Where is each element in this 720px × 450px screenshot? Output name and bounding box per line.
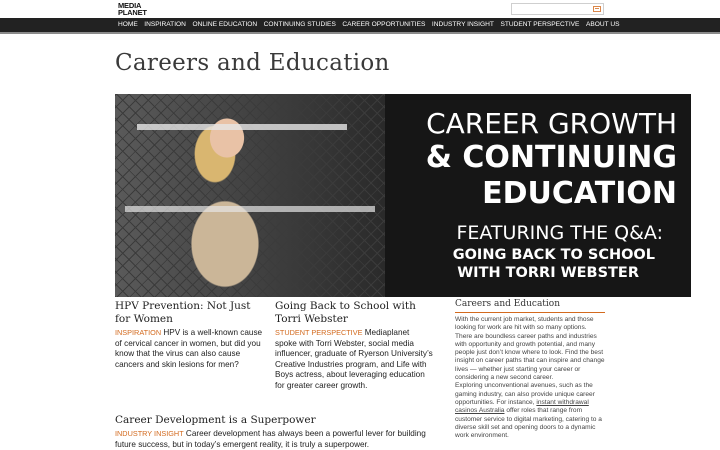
sidebar-paragraph: With the current job market, students and those looking for work are hit with so many options. There are boundless career paths and industries with opportunity and growth potential, and many people just don’t know where to look. Find the best insight on career paths that can inspire and change lives — whether just starting your career or considering a new second career. xyxy=(455,316,605,382)
hero-subhead-1: FEATURING THE Q&A: xyxy=(456,222,663,244)
hero-headline-3: EDUCATION xyxy=(482,176,677,211)
article-excerpt xyxy=(115,328,265,370)
page-title: Careers and Education xyxy=(115,50,390,76)
nav-item-about-us[interactable]: ABOUT US xyxy=(585,21,620,28)
article-excerpt xyxy=(275,328,433,391)
sidebar-link[interactable]: instant withdrawal casinos Australia xyxy=(455,398,589,415)
nav-item-career-opportunities[interactable]: CAREER OPPORTUNITIES xyxy=(342,21,426,28)
search-icon[interactable] xyxy=(593,5,601,13)
nav-item-online-education[interactable]: ONLINE EDUCATION xyxy=(192,21,258,28)
article-card xyxy=(115,414,435,450)
hero-light-bar xyxy=(125,206,375,212)
article-body: Career development has always been a powerful lever for building future success, but in today’s emergent reality, it is truly a superpower. xyxy=(115,429,426,449)
article-title[interactable]: Going Back to School with Torri Webster xyxy=(275,300,416,325)
category-tag[interactable]: INSPIRATION xyxy=(115,328,162,337)
sidebar-text: offer roles that range from customer service to digital marketing, catering to a diverse skill set and opening doors to a dynamic work environment. xyxy=(455,407,602,440)
nav-item-inspiration[interactable]: INSPIRATION xyxy=(144,21,186,28)
sidebar-text: Exploring unconventional avenues, such as the gaming industry, can also provide unique career opportunities. For instance, xyxy=(455,382,595,406)
hero-headline-2: & CONTINUING xyxy=(425,140,677,175)
hero-banner[interactable] xyxy=(115,94,691,297)
hero-headline-1: CAREER GROWTH xyxy=(426,107,677,140)
top-bar xyxy=(0,0,720,18)
search-box xyxy=(511,3,604,15)
article-body: Mediaplanet spoke with Torri Webster, social media influencer, graduate of Ryerson University’s Creative Industries program, and Life with Boys actress, about leveraging education for greater career growth. xyxy=(275,328,433,390)
sidebar-title: Careers and Education xyxy=(455,298,605,313)
hero-subhead-3: WITH TORRI WEBSTER xyxy=(457,265,639,281)
mediaplanet-logo[interactable] xyxy=(118,3,147,16)
main-nav xyxy=(0,18,720,34)
article-body: HPV is a well-known cause of cervical cancer in women, but did you know that the virus can also cause cancers and skin lesions for men? xyxy=(115,328,263,369)
category-tag[interactable]: INDUSTRY INSIGHT xyxy=(115,429,184,438)
hero-subhead-2: GOING BACK TO SCHOOL xyxy=(452,247,655,263)
article-excerpt xyxy=(115,429,435,450)
logo-line2: PLANET xyxy=(118,7,147,17)
nav-item-continuing-studies[interactable]: CONTINUING STUDIES xyxy=(263,21,336,28)
sidebar-about-section xyxy=(455,298,605,440)
sidebar-paragraph xyxy=(455,382,605,440)
nav-item-student-perspective[interactable]: STUDENT PERSPECTIVE xyxy=(500,21,580,28)
article-card xyxy=(115,300,265,370)
article-title[interactable]: Career Development is a Superpower xyxy=(115,414,316,426)
nav-item-industry-insight[interactable]: INDUSTRY INSIGHT xyxy=(431,21,494,28)
category-tag[interactable]: STUDENT PERSPECTIVE xyxy=(275,328,363,337)
hero-light-bar xyxy=(137,124,347,130)
article-title[interactable]: HPV Prevention: Not Just for Women xyxy=(115,300,251,325)
logo-line1: MEDIA xyxy=(118,1,142,10)
article-card xyxy=(275,300,433,391)
nav-item-home[interactable]: HOME xyxy=(118,21,138,28)
